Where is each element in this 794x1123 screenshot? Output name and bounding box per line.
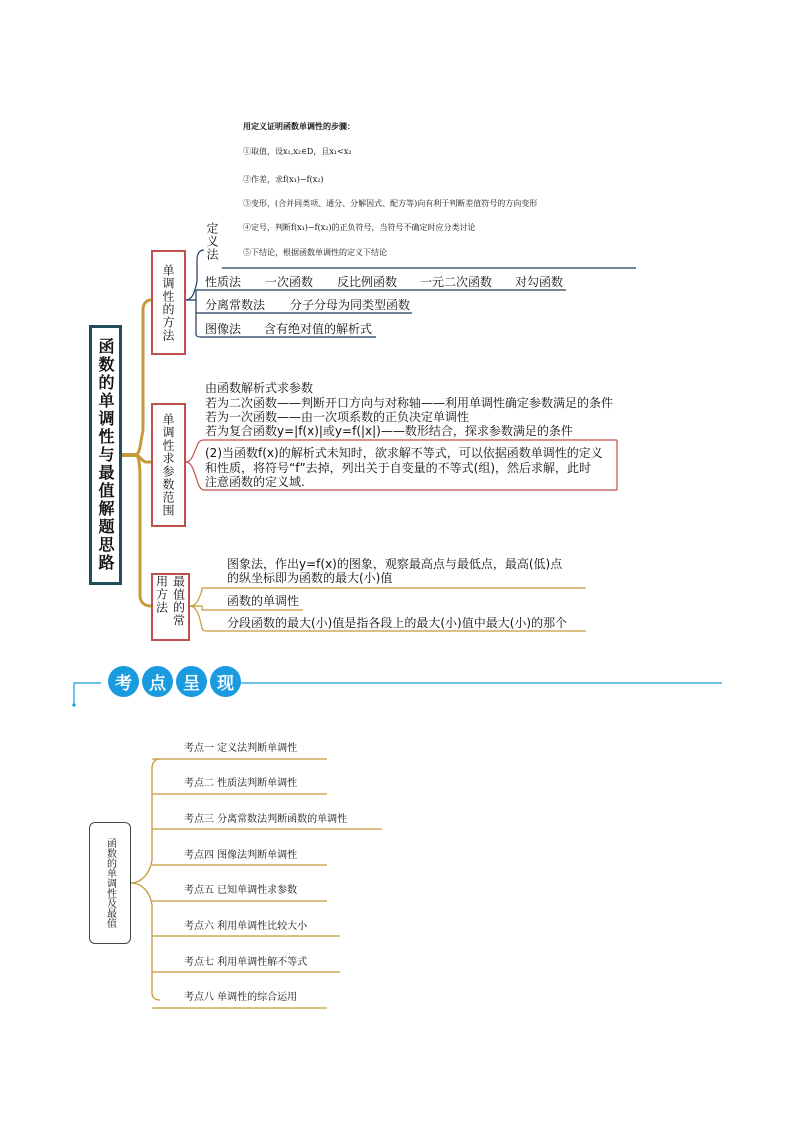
b2-block2-1: 和性质，将符号“f”去掉，列出关于自变量的不等式(组)，然后求解，此时	[205, 461, 592, 475]
branch3-box	[151, 573, 190, 641]
kaodian-7: 考点七 利用单调性解不等式	[184, 957, 308, 968]
title-badge-1: 考	[108, 666, 139, 697]
kaodian-8: 考点八 单调性的综合运用	[184, 992, 298, 1003]
b2-block2-0: (2)当函数f(x)的解析式未知时，欲求解不等式，可以依据函数单调性的定义	[205, 446, 603, 460]
frac-row-0: 分离常数法	[205, 298, 266, 312]
b3-item1-1: 的纵坐标即为函数的最大(小)值	[227, 571, 393, 585]
prop-row-2: 反比例函数	[337, 275, 398, 289]
kaodian-5: 考点五 已知单调性求参数	[184, 885, 298, 896]
kaodian-4: 考点四 图像法判断单调性	[184, 850, 298, 861]
branch1-label: 单调性的方法	[161, 263, 175, 342]
branch2-box	[151, 403, 186, 527]
kaodian-2: 考点二 性质法判断单调性	[184, 778, 298, 789]
b2-block1-0: 由函数解析式求参数	[205, 381, 314, 395]
b3-item3: 分段函数的最大(小)值是指各段上的最大(小)值中最大(小)的那个	[227, 616, 568, 630]
mindmap1-root-label: 函数的单调性与最值解题思路	[96, 338, 115, 572]
b2-block1-3: 若为复合函数y=|f(x)|或y=f(|x|)——数形结合，探求参数满足的条件	[205, 424, 573, 438]
kaodian-3: 考点三 分离常数法判断函数的单调性	[184, 814, 348, 825]
title-badge-3: 呈	[176, 666, 207, 697]
prop-row-3: 一元二次函数	[420, 275, 493, 289]
mindmap2-root-label: 函数的单调性及最值	[104, 838, 116, 928]
graph-row-0: 图像法	[205, 322, 242, 336]
def-step-3: ③变形，(合并同类项、通分、分解因式、配方等)向有利于判断差值符号的方向变形	[243, 199, 538, 208]
mindmap2-root	[89, 822, 131, 944]
title-badge-4: 现	[210, 666, 241, 697]
branch1-box	[151, 250, 186, 355]
def-step-5: ⑤下结论，根据函数单调性的定义下结论	[243, 248, 387, 257]
def-label: 定义法	[205, 222, 219, 261]
branch3-label: 最值的常用方法	[154, 575, 186, 627]
branch2-label-text: 单调性求参数范围	[161, 413, 175, 517]
kaodian-1: 考点一 定义法判断单调性	[184, 743, 298, 754]
title-badge-2: 点	[142, 666, 173, 697]
b3-item1-0: 图象法，作出y=f(x)的图象，观察最高点与最低点，最高(低)点	[227, 557, 563, 571]
b2-block1-1: 若为二次函数——判断开口方向与对称轴——利用单调性确定参数满足的条件	[205, 396, 614, 410]
prop-row-1: 一次函数	[265, 275, 314, 289]
def-step-4: ④定号，判断f(x₁)−f(x₂)的正负符号，当符号不确定时应分类讨论	[243, 223, 476, 232]
mindmap1-root	[89, 325, 122, 585]
b2-block1-2: 若为一次函数——由一次项系数的正负决定单调性	[205, 410, 470, 424]
def-step-0: 用定义证明函数单调性的步骤：	[243, 121, 355, 131]
def-step-2: ②作差，求f(x₁)−f(x₂)	[243, 175, 324, 184]
graph-row-1: 含有绝对值的解析式	[264, 322, 373, 336]
def-step-1: ①取值，设x₁,x₂∈D，且x₁<x₂	[243, 147, 352, 156]
frac-row-1: 分子分母为同类型函数	[290, 298, 411, 312]
prop-row-4: 对勾函数	[515, 275, 564, 289]
b3-item2: 函数的单调性	[227, 594, 300, 608]
prop-row-0: 性质法	[205, 275, 242, 289]
kaodian-6: 考点六 利用单调性比较大小	[184, 921, 308, 932]
b2-block2-2: 注意函数的定义域.	[205, 475, 305, 489]
